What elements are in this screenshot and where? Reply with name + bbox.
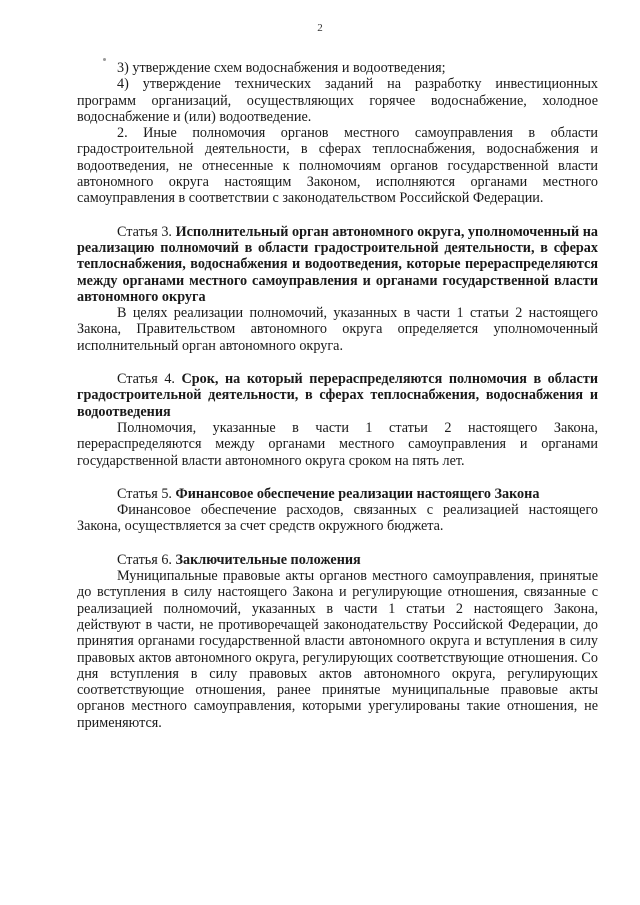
page-number: 2: [317, 22, 323, 34]
article-3-title: Исполнительный орган автономного округа, уполномоченный на реализацию полномочий в области градостроительной деятельности, в сферах теплоснабжения, водоснабжения и водоотведения, которые перераспределяются между органами местного самоуправления и органами государственной власти автономного округа: [77, 223, 598, 305]
article-3-label: Статья 3.: [117, 223, 172, 240]
article-6-label: Статья 6.: [117, 551, 172, 568]
article-5: [77, 486, 598, 535]
document-body: [77, 60, 598, 731]
article-5-body: Финансовое обеспечение расходов, связанных с реализацией настоящего Закона, осуществляется за счет средств окружного бюджета.: [77, 502, 598, 535]
article-6-body: Муниципальные правовые акты органов местного самоуправления, принятые до вступления в силу настоящего Закона и регулирующие отношения, связанные с реализацией полномочий, указанных в части 1 статьи 2 настоящего Закона, действуют в части, не противоречащей законодательству Российской Федерации, до принятия органами государственной власти автономного округа и вступления в силу правовых актов автономного округа, регулирующих соответствующие отношения. Со дня вступления в силу правовых актов автономного округа, регулирующих соответствующие отношения, ранее принятые муниципальные правовые акты органов местного самоуправления, которыми урегулированы такие отношения, не применяются.: [77, 568, 598, 731]
article-6: [77, 552, 598, 731]
article-5-label: Статья 5.: [117, 485, 172, 502]
article-3-body: В целях реализации полномочий, указанных в части 1 статьи 2 настоящего Закона, Правительством автономного округа определяется уполномоченный исполнительный орган автономного округа.: [77, 305, 598, 354]
article-4-title: Срок, на который перераспределяются полномочия в области градостроительной деятельности, в сферах теплоснабжения, водоснабжения и водоотведения: [77, 371, 598, 420]
article-6-heading: [77, 552, 598, 568]
article-3-heading: [77, 224, 598, 305]
list-item-4: 4) утверждение технических заданий на разработку инвестиционных программ организаций, осуществляющих горячее водоснабжение, холодное водоснабжение и (или) водоотведение.: [77, 76, 598, 125]
article-5-title: Финансовое обеспечение реализации настоящего Закона: [175, 485, 540, 502]
article-5-heading: [77, 486, 598, 502]
article-6-title: Заключительные положения: [175, 551, 361, 568]
article-4-body: Полномочия, указанные в части 1 статьи 2 настоящего Закона, перераспределяются между органами местного самоуправления и органами государственной власти автономного округа сроком на пять лет.: [77, 419, 598, 469]
article-3: [77, 224, 598, 354]
article-4-label: Статья 4.: [117, 371, 175, 388]
paragraph-2: 2. Иные полномочия органов местного самоуправления в области градостроительной деятельности, в сферах теплоснабжения, водоснабжения и водоотведения, не отнесенные к полномочиям органов государственной власти автономного округа настоящим Законом, исполняются органами местного самоуправления в соответствии с законодательством Российской Федерации.: [77, 125, 598, 207]
article-4: [77, 371, 598, 469]
list-item-3: 3) утверждение схем водоснабжения и водоотведения;: [117, 60, 446, 76]
article-4-heading: [77, 371, 598, 420]
